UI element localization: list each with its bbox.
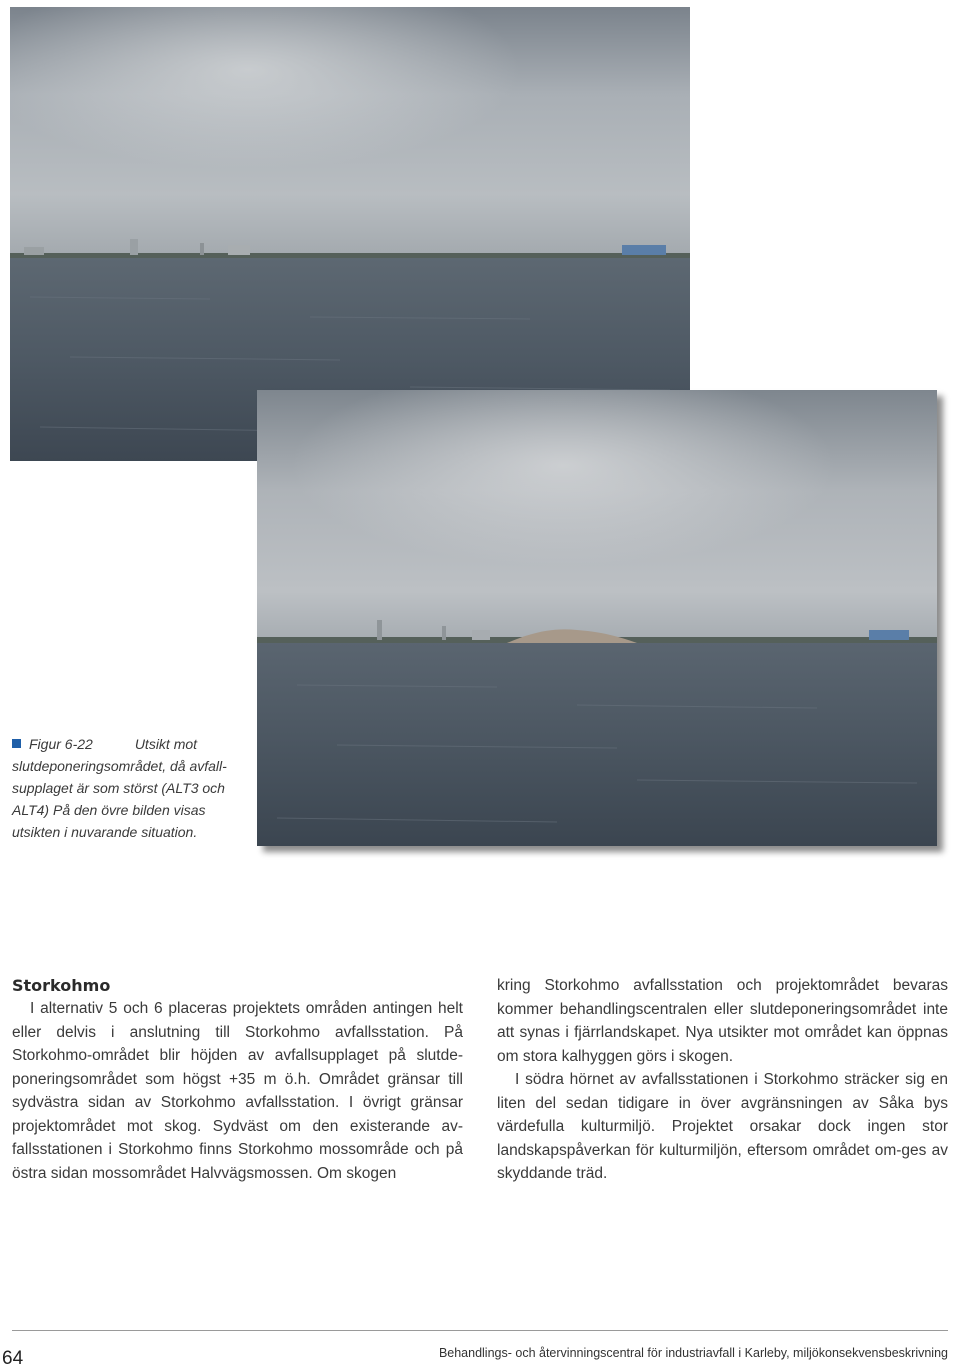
caption-bullet-icon bbox=[12, 739, 21, 748]
text-column-right bbox=[497, 974, 948, 1186]
figure-label: Figur 6-22 bbox=[29, 736, 93, 752]
footer-document-title: Behandlings- och återvinningscentral för industriavfall i Karleby, miljökonsekvensbeskrivning bbox=[438, 1346, 948, 1360]
paragraph-left: I alternativ 5 och 6 placeras projektets områden antingen helt eller delvis i anslutning till Storkohmo avfallsstation. På Storkohmo-området blir höjden av avfallsupplaget på slutde-poneringsområdet som högst +35 m ö.h. Området gränsar till sydvästra sidan av Storkohmo avfallsstation. I övrigt gränsar projektområdet mot skog. Sydväst om den existerande av-fallsstationen i Storkohmo finns Storkohmo mossområde och på östra sidan mossområdet Halvvägsmossen. Om skogen bbox=[12, 1000, 463, 1182]
figure-caption bbox=[12, 733, 257, 843]
paragraph-right-2: I södra hörnet av avfallsstationen i Storkohmo sträcker sig en liten del sedan tidigare in över avgränsningen av Såka bys värdefulla kulturmiljö. Projektet orsakar dock ingen stor landskapspåverkan för kulturmiljön, eftersom området om-ges av skyddande träd. bbox=[497, 1071, 948, 1182]
page-number: 64 bbox=[2, 1348, 24, 1369]
section-heading: Storkohmo bbox=[12, 976, 111, 995]
paragraph-right-1: kring Storkohmo avfallsstation och projektområdet bevaras kommer behandlingscentralen eller slutdeponeringsområdet inte att synas i fjärrlandskapet. Nya utsikter mot området kan öppnas om stora kalhyggen görs i skogen. bbox=[497, 977, 948, 1065]
photo-future-view bbox=[257, 390, 937, 846]
footer-divider bbox=[12, 1330, 948, 1331]
figure-caption-text: Utsikt mot slutdeponeringsområdet, då avfall-supplaget är som störst (ALT3 och ALT4) På den övre bilden visas utsikten i nuvarande situation. bbox=[12, 736, 227, 840]
text-column-left bbox=[12, 997, 463, 1185]
